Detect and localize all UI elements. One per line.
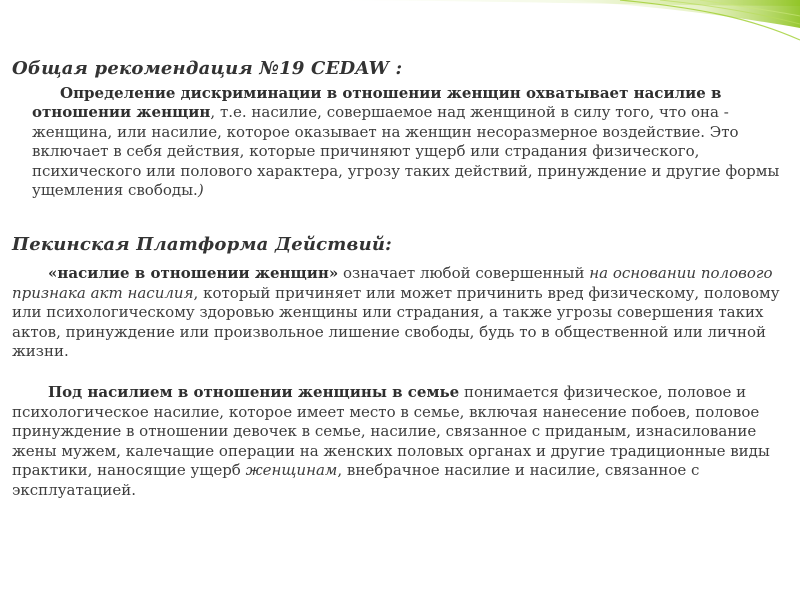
section2-p1-italic: на основании полового признака акт насилия bbox=[12, 264, 773, 302]
slide-content bbox=[12, 58, 784, 500]
section2-paragraph-1 bbox=[12, 264, 784, 361]
section2-p2-italic: женщинам bbox=[245, 461, 338, 480]
section1-lead-bold: Определение дискриминации в отношении женщин охватывает насилие в отношении женщин bbox=[32, 84, 722, 122]
section2-heading: Пекинская Платформа Действий: bbox=[12, 234, 392, 256]
section2-p1-text-b: , который причиняет или может причинить вред физическому, половому или психологическому здоровью женщины или страдания, а также угрозы совершения таких актов, принуждение или произвольное лишение свободы, будь то в общественной или личной жизни. bbox=[12, 283, 780, 361]
section1-body: , т.е. насилие, совершаемое над женщиной в силу того, что она - женщина, или насилие, которое оказывает на женщин несоразмерное воздействие. Это включает в себя действия, которые причиняют ущерб или страдания физического, психического или полового характера, угрозу таких действий, принуждение и другие формы ущемления свободы. bbox=[32, 103, 780, 200]
section2-p2-bold: Под насилием в отношении женщины в семье bbox=[48, 383, 460, 402]
section1-heading: Общая рекомендация №19 CEDAW : bbox=[12, 58, 403, 79]
section1-paragraph bbox=[12, 84, 784, 200]
section2-p1-text-a: означает любой совершенный bbox=[338, 264, 590, 283]
section2-p2-text-a: понимается физическое, половое и психологическое насилие, которое имеет место в семье, включая нанесение побоев, половое принуждение в отношении девочек в семье, насилие, связанное с приданым, изнасилование жены мужем, калечащие операции на женских половых органах и другие традиционные виды практики, наносящие ущерб bbox=[12, 383, 770, 480]
section2-p1-bold: «насилие в отношении женщин» bbox=[48, 264, 339, 283]
section1-close-paren: ) bbox=[197, 181, 204, 200]
section2-p2-text-b: , внебрачное насилие и насилие, связанное с эксплуатацией. bbox=[12, 461, 700, 499]
section2-paragraph-2 bbox=[12, 383, 784, 499]
